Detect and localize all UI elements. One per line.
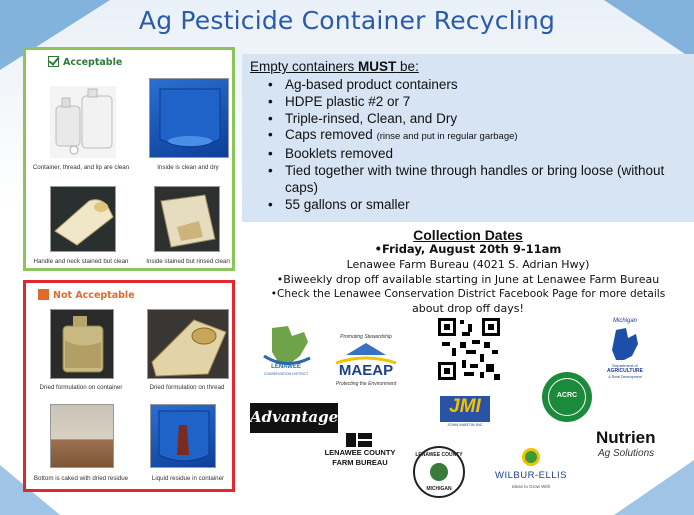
photo-handle-stained [50, 186, 116, 252]
requirement-item [268, 127, 688, 146]
requirement-item [268, 111, 688, 128]
lenawee-farm-bureau-logo [318, 432, 402, 470]
page-title: Ag Pesticide Container Recycling [138, 6, 556, 35]
not-acceptable-panel [23, 280, 235, 492]
facebook-note: •Check the Lenawee Conservation District Facebook Page for more details [270, 288, 666, 300]
stained-jug-image [51, 187, 117, 253]
lenawee-county-top: LENAWEE COUNTY [415, 452, 463, 458]
acceptable-heading-label: Acceptable [63, 57, 123, 68]
requirement-text: Booklets removed [285, 146, 394, 162]
mda-line3: & Rural Development [608, 375, 642, 379]
photo-dried-on-thread [147, 309, 229, 379]
requirements-heading [250, 59, 419, 74]
requirement-item [268, 197, 688, 214]
requirements-heading-prefix: Empty containers [250, 59, 359, 74]
farm-bureau-line1: LENAWEE COUNTY [324, 448, 396, 457]
mda-top: Michigan [612, 318, 637, 324]
qr-code[interactable] [438, 318, 500, 380]
jmi-name: JMI [440, 396, 490, 422]
acceptable-caption-2: Inside is clean and dry [157, 164, 219, 171]
dirty-jug-image [51, 310, 115, 380]
not-acceptable-caption-4: Liquid residue in container [151, 475, 225, 482]
photo-clean-jugs [50, 86, 116, 158]
photo-inside-clean [149, 78, 229, 158]
wilbur-ellis-tagline: Ideas to Grow With [511, 484, 551, 489]
warning-icon [38, 289, 49, 300]
photo-liquid-residue [150, 404, 216, 468]
michigan-map-icon [600, 326, 650, 362]
collection-title: Collection Dates [413, 227, 523, 243]
lenawee-county-bottom: MICHIGAN [426, 486, 452, 492]
lenawee-cd-sub: CONSERVATION DISTRICT [263, 372, 309, 376]
seal-center [430, 463, 448, 481]
biweekly-note: •Biweekly drop off available starting in June at Lenawee Farm Bureau [276, 273, 660, 286]
jmi-logo [438, 396, 492, 430]
requirement-text: Tied together with twine through handles or bring loose (without caps) [285, 162, 665, 195]
requirement-item [268, 146, 688, 163]
corner-decoration-bottom-right [614, 460, 694, 515]
acceptable-caption-4: Inside stained but rinsed clean [146, 258, 230, 265]
requirement-text: Caps removed [285, 127, 373, 143]
stained-inside-image [155, 187, 221, 253]
advantage-name: Advantage [250, 408, 339, 426]
requirement-text: 55 gallons or smaller [285, 196, 410, 212]
advantage-logo [250, 403, 338, 433]
farm-bureau-icon [318, 432, 402, 448]
caps-note: (rinse and put in regular garbage) [376, 131, 518, 143]
facebook-note-cont: about drop off days! [412, 302, 524, 315]
acrc-seal-logo [542, 372, 592, 422]
requirements-list [268, 77, 688, 213]
acceptable-heading [48, 56, 122, 68]
not-acceptable-caption-1: Dried formulation on container [39, 384, 123, 391]
maeap-logo [332, 334, 400, 392]
nutrien-sub: Ag Solutions [598, 448, 655, 459]
nutrien-logo [596, 428, 676, 462]
acceptable-panel [23, 47, 235, 271]
checkmark-icon [48, 56, 59, 67]
qr-code-icon [438, 318, 500, 380]
requirement-item [268, 94, 688, 111]
lenawee-county-seal-logo [413, 446, 465, 498]
requirement-text: Triple-rinsed, Clean, and Dry [285, 110, 458, 126]
dirty-thread-image [148, 310, 230, 380]
photo-caked-residue [50, 404, 114, 468]
lenawee-cd-name: LENAWEE [271, 364, 301, 370]
requirements-heading-suffix: be: [396, 59, 419, 74]
requirements-heading-emphasis: MUST [358, 59, 397, 74]
mda-line1: Department of [612, 363, 638, 368]
photo-inside-stained [154, 186, 220, 252]
requirement-item [268, 77, 688, 94]
wilbur-ellis-name: WILBUR-ELLIS [495, 470, 567, 481]
acceptable-caption-1: Container, thread, and lip are clean [32, 164, 130, 171]
not-acceptable-heading-label: Not Acceptable [53, 290, 135, 301]
collection-date: •Friday, August 20th 9-11am [374, 242, 562, 256]
nutrien-name: Nutrien [596, 428, 656, 447]
maeap-top: Promoting Stewardship [340, 334, 392, 340]
not-acceptable-heading [38, 289, 135, 301]
mdard-logo [600, 318, 650, 384]
jug-image [50, 86, 116, 158]
mda-line2: AGRICULTURE [606, 368, 643, 374]
collection-location: Lenawee Farm Bureau (4021 S. Adrian Hwy) [346, 258, 590, 271]
acrc-name: ACRC [556, 392, 578, 399]
not-acceptable-caption-2: Dried formulation on thread [149, 384, 225, 391]
requirement-text: HDPE plastic #2 or 7 [285, 93, 411, 109]
maeap-name: MAEAP [338, 362, 394, 379]
liquid-residue-image [151, 405, 217, 469]
maeap-bottom: Protecting the Environment [335, 381, 397, 387]
cut-container-image [150, 79, 230, 159]
jmi-sub: JOHN MARTIN INC [447, 422, 483, 427]
requirement-text: Ag-based product containers [285, 77, 458, 92]
requirement-item [268, 163, 688, 197]
lenawee-conservation-district-logo [258, 322, 314, 380]
wilbur-ellis-globe-icon [488, 446, 574, 468]
farm-bureau-line2: FARM BUREAU [332, 458, 388, 467]
photo-dried-on-container [50, 309, 114, 379]
wilbur-ellis-logo [488, 446, 574, 496]
acceptable-caption-3: Handle and neck stained but clean [33, 258, 129, 265]
not-acceptable-caption-3: Bottom is caked with dried residue [33, 475, 129, 482]
